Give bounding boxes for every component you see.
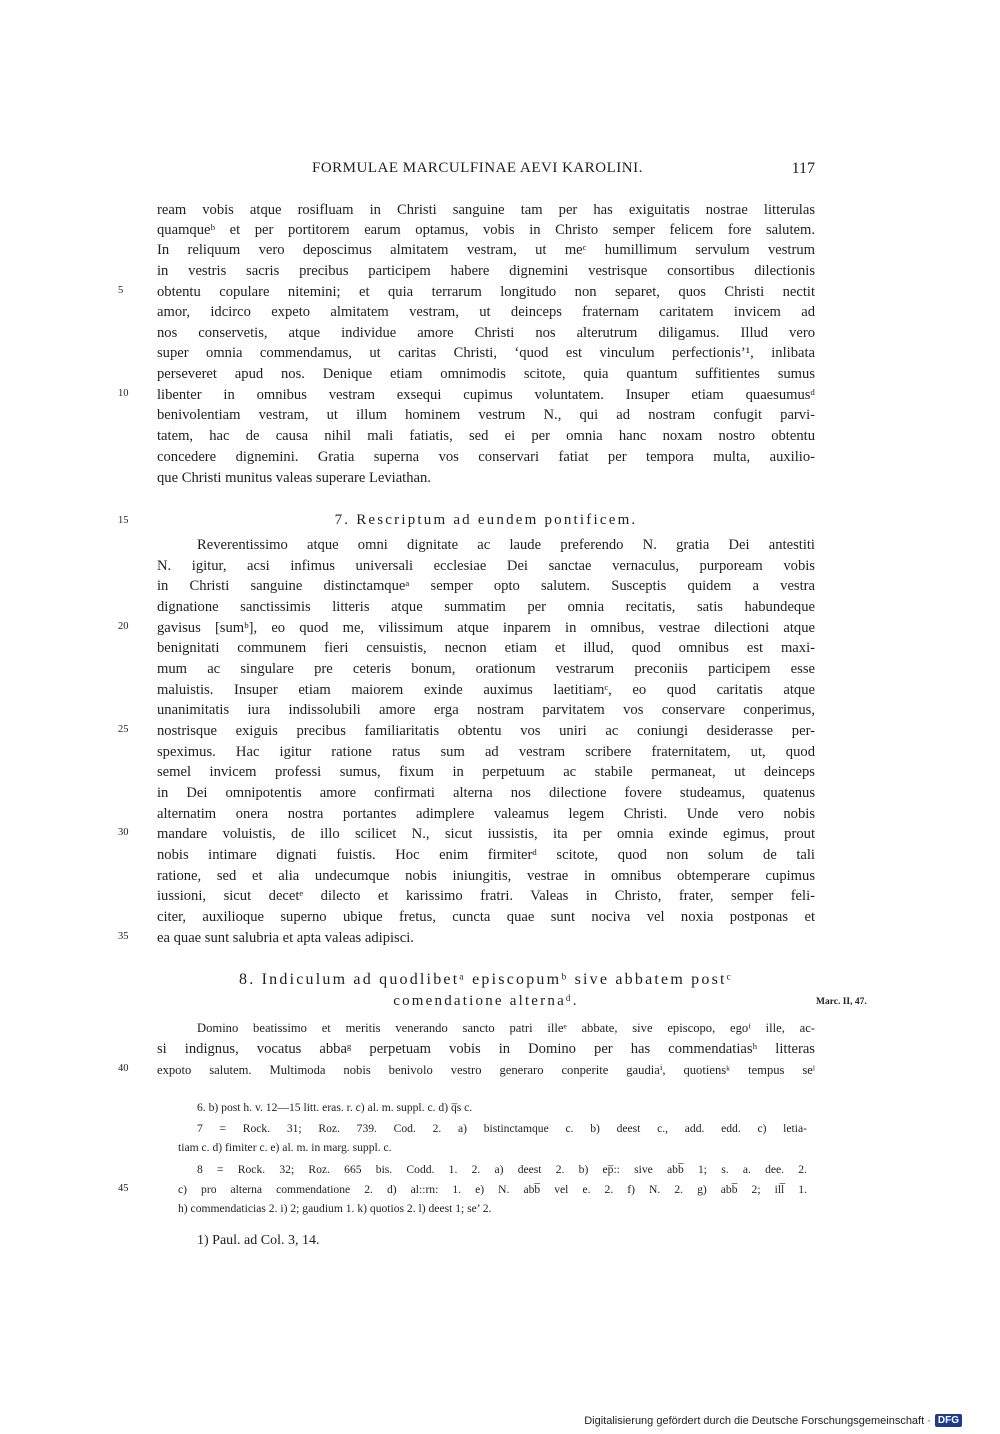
line-number: 30 bbox=[118, 827, 129, 838]
footnote: 8 = Rock. 32; Roz. 665 bis. Codd. 1. 2. a) deest 2. b) ep̅:: sive abb̅ 1; s. a. dee. 2. bbox=[197, 1163, 807, 1176]
text-line: quamqueᵇ et per portitorem earum optamus, vobis in Christo semper felicem fore salutem. bbox=[157, 222, 815, 238]
text-line: in Christi sanguine distinctamqueᵃ semper opto salutem. Susceptis quidem a vestra bbox=[157, 578, 815, 594]
text-line: in vestris sacris precibus participem habere dignemini vestrisque consortibus dilectionis bbox=[157, 263, 815, 279]
text-line: In reliquum vero deposcimus almitatem vestram, ut meᶜ humillimum servulum vestrum bbox=[157, 242, 815, 258]
running-title: FORMULAE MARCULFINAE AEVI KAROLINI. bbox=[312, 160, 643, 176]
line-number: 45 bbox=[118, 1183, 129, 1194]
text-line: que Christi munitus valeas superare Leviathan. bbox=[157, 470, 431, 486]
text-line: dignatione sanctissimis litteris atque summatim per omnia recitatis, satis habundeque bbox=[157, 599, 815, 615]
text-line: concedere dignemini. Gratia superna vos conservari fatiat per tempora multa, auxilio- bbox=[157, 449, 815, 465]
text-line: in Dei omnipotentis amore confirmati alterna nos dilectione fovere studeamus, quatenus bbox=[157, 785, 815, 801]
footnote: c) pro alterna commendatione 2. d) al::rn: 1. e) N. abb̅ vel e. 2. f) N. 2. g) abb̅ 2; ill̅ 1. bbox=[178, 1183, 807, 1196]
text-line: perseveret apud nos. Denique etiam omnimodis scitote, quia quantum suffitientes sumus bbox=[157, 366, 815, 382]
text-line: iussioni, sicut decetᵉ dilecto et karissimo fratri. Valeas in Christo, frater, semper feli- bbox=[157, 888, 815, 904]
footnote: 6. b) post h. v. 12—15 litt. eras. r. c) al. m. suppl. c. d) q̅s c. bbox=[197, 1101, 473, 1114]
text-line: speximus. Hac igitur ratione ratus sum ad vestram scribere fraternitatem, ut, quod bbox=[157, 744, 815, 760]
digitization-footer bbox=[584, 1414, 962, 1427]
page-number: 117 bbox=[791, 160, 815, 177]
text-line: ea quae sunt salubria et apta valeas adipisci. bbox=[157, 930, 414, 946]
text-line: gavisus [sumᵇ], eo quod me, vilissimum atque inparem in omnibus, vestrae dilectioni atque bbox=[157, 620, 815, 636]
line-number: 20 bbox=[118, 621, 129, 632]
section-heading-8-cont: comendatione alternaᵈ. bbox=[393, 993, 579, 1009]
text-line: obtentu copulare nitemini; et quia terrarum longitudo non separet, quos Christi nectit bbox=[157, 284, 815, 300]
footnote: 7 = Rock. 31; Roz. 739. Cod. 2. a) bistinctamque c. b) deest c., add. edd. c) letia- bbox=[197, 1122, 807, 1135]
text-line: ratione, sed et alia undecumque nobis iniungitis, vestrae in omnibus obtemperare cupimus bbox=[157, 868, 815, 884]
text-line: N. igitur, acsi infimus universali ecclesiae Dei sanctae vernaculus, purpoream vobis bbox=[157, 558, 815, 574]
source-footnote: 1) Paul. ad Col. 3, 14. bbox=[197, 1233, 320, 1248]
text-line: benivolentiam vestram, ut illum hominem vestrum N., qui ad nostram confugit parvi- bbox=[157, 407, 815, 423]
text-line: amor, idcirco expeto almitatem vestram, ut deinceps fraternam caritatem invicem ad bbox=[157, 304, 815, 320]
text-line: Reverentissimo atque omni dignitate ac laude preferendo N. gratia Dei antestiti bbox=[197, 537, 815, 553]
footnote: tiam c. d) fimiter c. e) al. m. in marg. suppl. c. bbox=[178, 1141, 392, 1154]
dfg-logo: DFG bbox=[935, 1414, 962, 1427]
line-number: 25 bbox=[118, 724, 129, 735]
text-line: mum ac singulare pre ceteris bonum, orationum vestrarum preconiis participem esse bbox=[157, 661, 815, 677]
line-number: 5 bbox=[118, 285, 124, 296]
line-number: 15 bbox=[118, 515, 129, 526]
text-line: si indignus, vocatus abbaᵍ perpetuam vobis in Domino per has commendatiasʰ litteras bbox=[157, 1041, 815, 1057]
margin-reference: Marc. II, 47. bbox=[816, 997, 867, 1007]
text-line: tatem, hac de causa nihil mali fatiatis, sed ei per omnia hanc noxam nostro obtentu bbox=[157, 428, 815, 444]
section-heading-7: 7. Rescriptum ad eundem pontificem. bbox=[334, 512, 638, 528]
text-line: maluistis. Insuper etiam maiorem exinde auximus laetitiamᶜ, eo quod caritatis atque bbox=[157, 682, 815, 698]
text-line: alternatim onera nostra portantes adimplere valeamus legem Christi. Unde vero nobis bbox=[157, 806, 815, 822]
text-line: nostrisque exiguis precibus familiaritatis obtentu vos uniri ac coniungi desiderasse per- bbox=[157, 723, 815, 739]
text-line: semel invicem professi sumus, fixum in perpetuum ac stabile permaneat, ut deinceps bbox=[157, 764, 815, 780]
text-line: nos conservetis, atque individue amore Christi nos alterutrum diligamus. Illud vero bbox=[157, 325, 815, 341]
line-number: 10 bbox=[118, 388, 129, 399]
text-line: Domino beatissimo et meritis venerando sancto patri illeᵉ abbate, sive episcopo, egoᶠ ille, ac- bbox=[197, 1021, 815, 1035]
text-line: mandare voluistis, de illo scilicet N., sicut iussistis, ita per omnia exinde egimus, prout bbox=[157, 826, 815, 842]
text-line: libenter in omnibus vestram exsequi cupimus voluntatem. Insuper etiam quaesumusᵈ bbox=[157, 387, 815, 403]
text-line: unanimitatis iura indissolubili amore erga nostram parvitatem vos conservare conperimus, bbox=[157, 702, 815, 718]
text-line: ream vobis atque rosifluam in Christi sanguine tam per has exiguitatis nostrae litterulas bbox=[157, 202, 815, 218]
line-number: 40 bbox=[118, 1063, 129, 1074]
section-heading-8: 8. Indiculum ad quodlibetᵃ episcopumᵇ sive abbatem postᶜ bbox=[239, 971, 733, 988]
footnote: h) commendaticias 2. i) 2; gaudium 1. k) quotios 2. l) deest 1; se’ 2. bbox=[178, 1202, 492, 1215]
text-line: expoto salutem. Multimoda nobis benivolo vestro generaro conperite gaudiaⁱ, quotiensᵏ tempus seˡ bbox=[157, 1063, 815, 1077]
text-line: citer, auxilioque superno ubique fretus, cuncta quae sunt nociva vel noxia postponas et bbox=[157, 909, 815, 925]
line-number: 35 bbox=[118, 931, 129, 942]
running-head bbox=[157, 160, 815, 184]
text-line: nobis intimare dignati fuistis. Hoc enim firmiterᵈ scitote, quod non solum de tali bbox=[157, 847, 815, 863]
footer-text: Digitalisierung gefördert durch die Deutsche Forschungsgemeinschaft · bbox=[584, 1414, 931, 1427]
text-line: benignitati communem fieri censuistis, necnon etiam et illud, quod omnibus est maxi- bbox=[157, 640, 815, 656]
text-line: super omnia commendamus, ut caritas Christi, ‘quod est vinculum perfectionis’¹, inlibata bbox=[157, 345, 815, 361]
